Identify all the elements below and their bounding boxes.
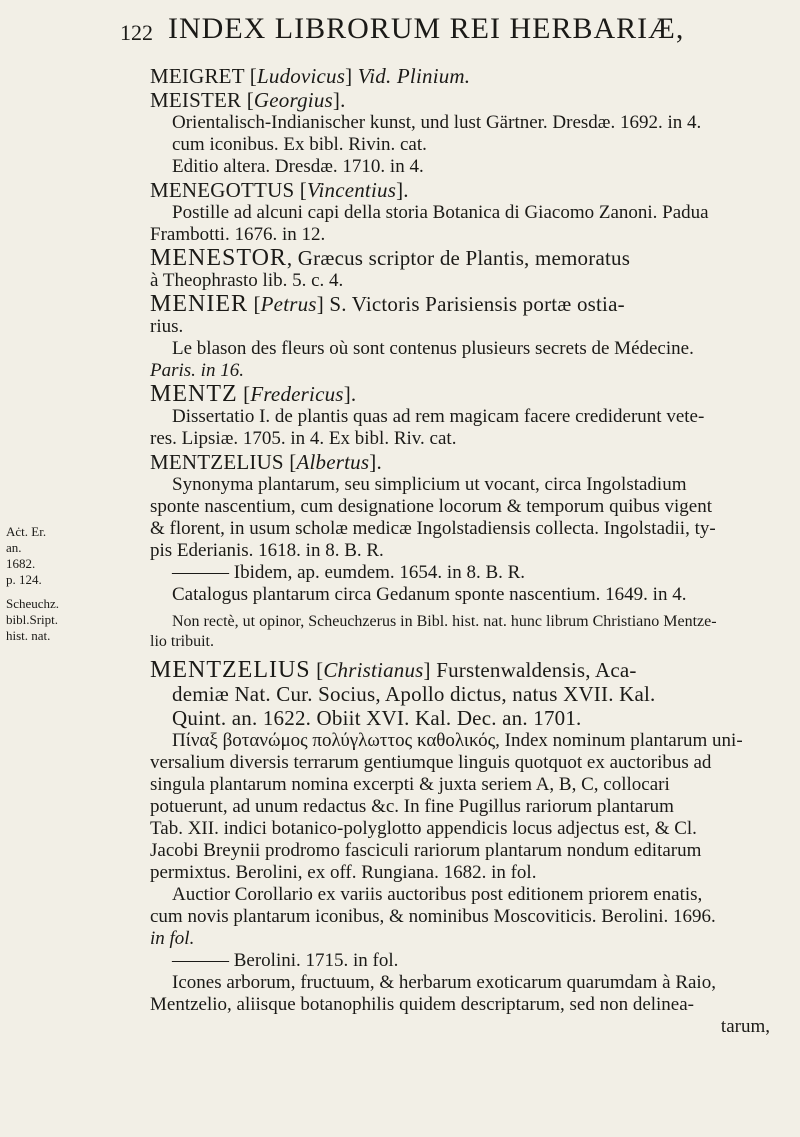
entry-heading-menestor: MENESTOR, Græcus scriptor de Plantis, memoratus (150, 245, 631, 271)
entry-text: Icones arborum, fructuum, & herbarum exoticarum quarumdam à Raio, (172, 972, 716, 993)
entry-text: & florent, in usum scholæ medicæ Ingolstadiensis collecta. Ingolstadii, ty- (150, 518, 716, 539)
entry-text: Catalogus plantarum circa Gedanum sponte nascentium. 1649. in 4. (172, 584, 687, 605)
entry-text: pis Ederianis. 1618. in 8. B. R. (150, 540, 384, 561)
entry-text: Mentzelio, aliisque botanophilis quidem descriptarum, sed non delinea- (150, 994, 695, 1015)
entry-heading-mentzelius-christianus: MENTZELIUS [Christianus] Furstenwaldensis, Aca- (150, 657, 637, 683)
entry-heading-menegottus: MENEGOTTUS [Vincentius]. (150, 178, 409, 202)
entry-heading-menier: MENIER [Petrus] S. Victoris Parisiensis portæ ostia- (150, 291, 625, 317)
entry-text: permixtus. Berolini, ex off. Rungiana. 1682. in fol. (150, 862, 537, 883)
entry-text: cum iconibus. Ex bibl. Rivin. cat. (172, 134, 427, 155)
entry-heading-mentz: MENTZ [Fredericus]. (150, 381, 357, 407)
entry-text: à Theophrasto lib. 5. c. 4. (150, 270, 344, 291)
entry-text: Auctior Corollario ex variis auctoribus post editionem priorem enatis, (172, 884, 703, 905)
entry-text: sponte nascentium, cum designatione locorum & temporum quibus vigent (150, 496, 712, 517)
entry-text: Editio altera. Dresdæ. 1710. in 4. (172, 156, 424, 177)
entry-text: Quint. an. 1622. Obiit XVI. Kal. Dec. an. 1701. (172, 706, 582, 730)
entry-text: cum novis plantarum iconibus, & nominibus Moscoviticis. Berolini. 1696. (150, 906, 716, 927)
entry-text: tarum, (720, 1016, 770, 1037)
entry-text: Paris. in 16. (150, 360, 244, 381)
entry-text: res. Lipsiæ. 1705. in 4. Ex bibl. Riv. cat. (150, 428, 457, 449)
entry-text: Tab. XII. indici botanico-polyglotto appendicis locus adjectus est, & Cl. (150, 818, 697, 839)
entry-text: ——— Ibidem, ap. eumdem. 1654. in 8. B. R. (172, 562, 526, 583)
entry-text: Postille ad alcuni capi della storia Botanica di Giacomo Zanoni. Padua (172, 202, 709, 223)
index-column (150, 64, 770, 1038)
entry-text: Frambotti. 1676. in 12. (150, 224, 326, 245)
running-header (120, 8, 685, 58)
entry-text: in fol. (150, 928, 195, 949)
running-title: INDEX LIBRORUM REI HERBARIÆ, (168, 12, 685, 45)
entry-text: Dissertatio I. de plantis quas ad rem magicam facere crediderunt vete- (172, 406, 705, 427)
entry-text: Orientalisch-Indianischer kunst, und lust Gärtner. Dresdæ. 1692. in 4. (172, 112, 702, 133)
entry-text: potuerunt, ad unum redactus &c. In fine Pugillus rariorum plantarum (150, 796, 674, 817)
footnote-text: Non rectè, ut opinor, Scheuchzerus in Bibl. hist. nat. hunc librum Christiano Mentze- (172, 613, 717, 630)
entry-text: ——— Berolini. 1715. in fol. (172, 950, 399, 971)
entry-heading-meigret: MEIGRET [Ludovicus] Vid. Plinium. (150, 64, 471, 88)
margin-note-scheuchzer: Scheuchz. bibl.Sript. hist. nat. (6, 596, 60, 643)
entry-text: singula plantarum nomina excerpti & juxta seriem A, B, C, collocari (150, 774, 670, 795)
entry-text: Synonyma plantarum, seu simplicium ut vocant, circa Ingolstadium (172, 474, 687, 495)
entry-heading-meister: MEISTER [Georgius]. (150, 88, 346, 112)
entry-text: versalium diversis terrarum gentiumque linguis quotquot ex auctoribus ad (150, 752, 712, 773)
margin-note-acta: Aċt. Er. an. 1682. p. 124. (6, 524, 47, 587)
page-number: 122 (120, 20, 153, 45)
footnote-text: lio tribuit. (150, 633, 214, 650)
entry-text: demiæ Nat. Cur. Socius, Apollo dictus, natus XVII. Kal. (172, 682, 656, 706)
entry-text: Jacobi Breynii prodromo fasciculi rariorum plantarum nondum editarum (150, 840, 702, 861)
entry-text: rius. (150, 316, 184, 337)
entry-text: Πίναξ βοτανώμος πολύγλωττος καθολικός, Index nominum plantarum uni- (172, 730, 743, 751)
entry-heading-mentzelius-albertus: MENTZELIUS [Albertus]. (150, 450, 382, 474)
entry-text: Le blason des fleurs où sont contenus plusieurs secrets de Médecine. (172, 338, 694, 359)
